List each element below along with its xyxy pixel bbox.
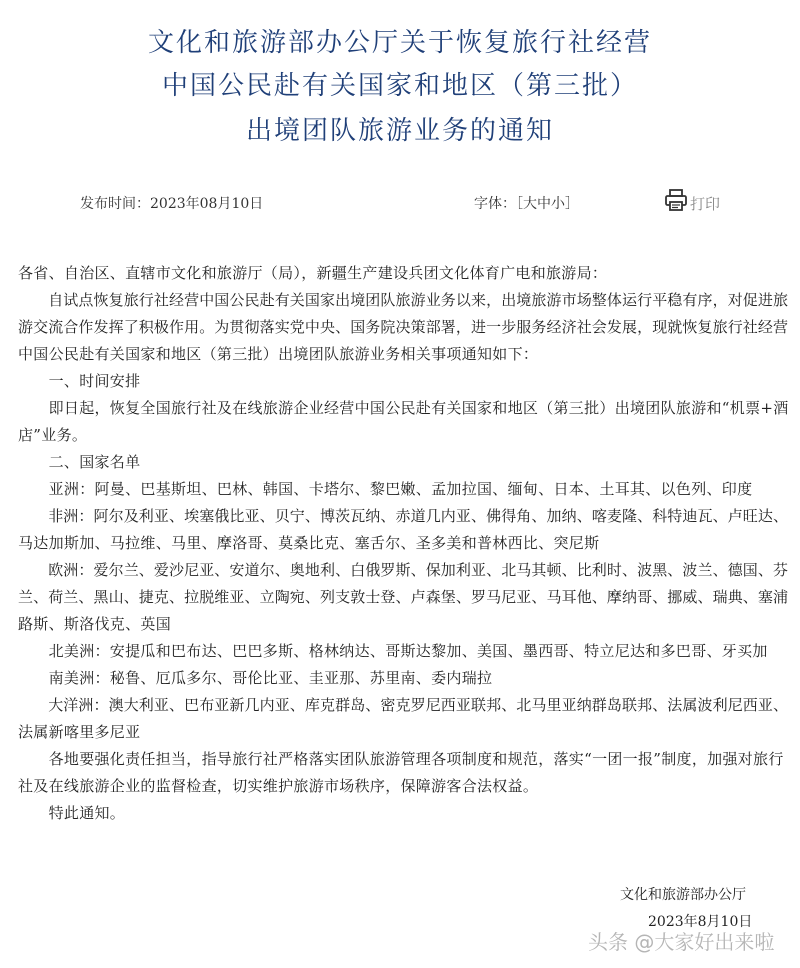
section-heading: 一、时间安排 (18, 372, 141, 390)
paragraph-line: 各地要强化责任担当，指导旅行社严格落实团队旅游管理各项制度和规范，落实“一团一报”制度，加强对旅行 (18, 750, 784, 768)
title-line-2: 中国公民赴有关国家和地区（第三批） (161, 71, 638, 101)
signature-date: 2023年8月10日 (648, 914, 753, 930)
salutation: 各省、自治区、直辖市文化和旅游厅（局），新疆生产建设兵团文化体育广电和旅游局： (18, 264, 608, 282)
printer-icon[interactable] (664, 188, 688, 212)
paragraph-line: 店”业务。 (18, 426, 88, 444)
paragraph-line: 中国公民赴有关国家和地区（第三批）出境团队旅游业务相关事项通知如下： (18, 345, 539, 363)
country-list-europe: 欧洲：爱尔兰、爱沙尼亚、安道尔、奥地利、白俄罗斯、保加利亚、北马其顿、比利时、波黑、波兰、德国、芬 (18, 561, 789, 579)
paragraph-line: 自试点恢复旅行社经营中国公民赴有关国家出境团队旅游业务以来，出境旅游市场整体运行平稳有序，对促进旅 (18, 291, 789, 309)
country-list-africa: 马达加斯加、马拉维、马里、摩洛哥、莫桑比克、塞舌尔、圣多美和普林西比、突尼斯 (18, 534, 600, 552)
title-line-3: 出境团队旅游业务的通知 (245, 116, 554, 146)
font-size-selector[interactable]: 字体：［大中小］ (474, 196, 579, 212)
country-list-europe: 路斯、斯洛伐克、英国 (18, 615, 172, 633)
print-button[interactable]: 打印 (690, 195, 721, 213)
country-list-africa: 非洲：阿尔及利亚、埃塞俄比亚、贝宁、博茨瓦纳、赤道几内亚、佛得角、加纳、喀麦隆、科特迪瓦、卢旺达、 (18, 507, 789, 525)
country-list-oceania: 法属新喀里多尼亚 (18, 723, 141, 741)
title-line-1: 文化和旅游部办公厅关于恢复旅行社经营 (147, 28, 652, 58)
country-list-oceania: 大洋洲：澳大利亚、巴布亚新几内亚、库克群岛、密克罗尼西亚联邦、北马里亚纳群岛联邦、法属波利尼西亚、 (18, 696, 789, 714)
paragraph-line: 即日起，恢复全国旅行社及在线旅游企业经营中国公民赴有关国家和地区（第三批）出境团队旅游和“机票+酒 (18, 399, 789, 417)
paragraph-line: 游交流合作发挥了积极作用。为贯彻落实党中央、国务院决策部署，进一步服务经济社会发展，现就恢复旅行社经营 (18, 318, 789, 336)
country-list-europe: 兰、荷兰、黑山、捷克、拉脱维亚、立陶宛、列支敦士登、卢森堡、罗马尼亚、马耳他、摩纳哥、挪威、瑞典、塞浦 (18, 588, 789, 606)
watermark: 头条 @大家好出来啦 (588, 930, 775, 954)
country-list-north-america: 北美洲：安提瓜和巴布达、巴巴多斯、格林纳达、哥斯达黎加、美国、墨西哥、特立尼达和多巴哥、牙买加 (18, 642, 768, 660)
signature-org: 文化和旅游部办公厅 (620, 887, 746, 903)
closing-line: 特此通知。 (18, 804, 126, 822)
country-list-asia: 亚洲：阿曼、巴基斯坦、巴林、韩国、卡塔尔、黎巴嫩、孟加拉国、缅甸、日本、土耳其、以色列、印度 (18, 480, 753, 498)
country-list-south-america: 南美洲：秘鲁、厄瓜多尔、哥伦比亚、圭亚那、苏里南、委内瑞拉 (18, 669, 493, 687)
paragraph-line: 社及在线旅游企业的监督检查，切实维护旅游市场秩序，保障游客合法权益。 (18, 777, 539, 795)
section-heading: 二、国家名单 (18, 453, 141, 471)
publish-time: 发布时间：2023年08月10日 (80, 196, 264, 212)
